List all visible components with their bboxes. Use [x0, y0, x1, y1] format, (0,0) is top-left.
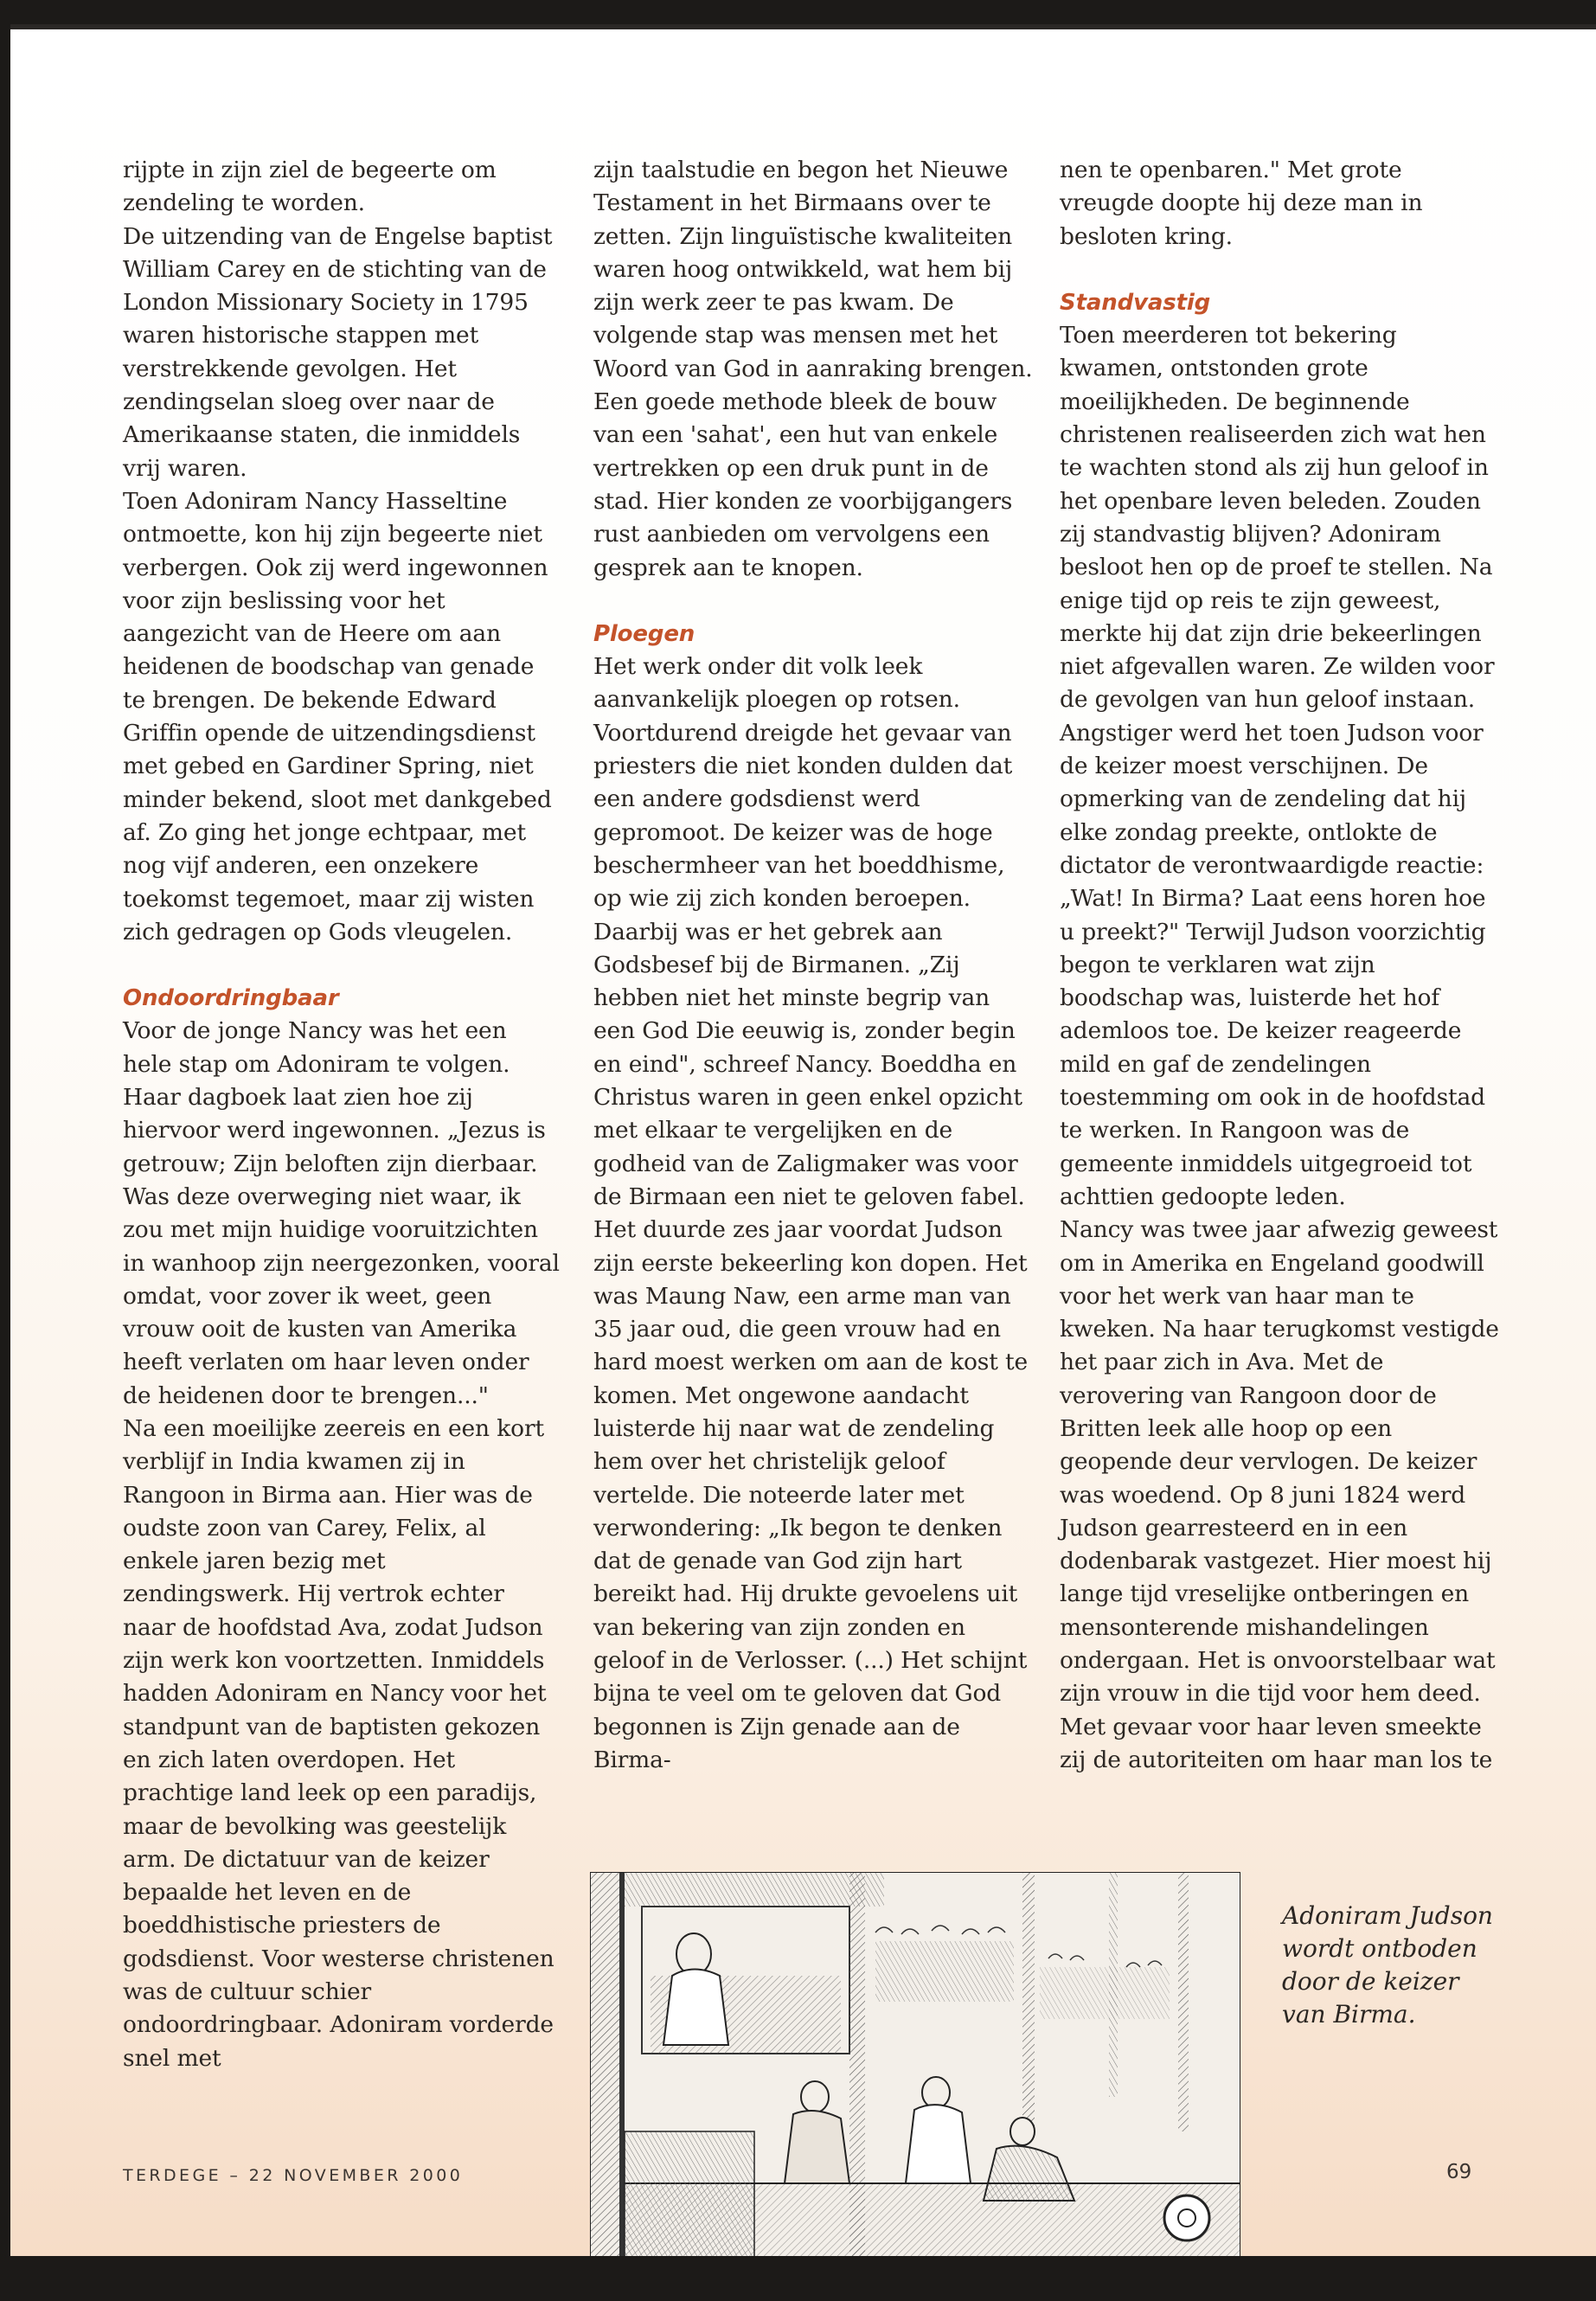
paragraph: Nancy was twee jaar afwezig geweest om in Amerika en Engeland goodwill voor het werk van haar man te kweken. Na haar terugkomst vestigde het paar zich in Ava. Met de verovering van Rangoon door de Britten leek alle hoop op een geopende deur vervlogen. De keizer was woedend. Op 8 juni 1824 werd Judson gearresteerd en in een dodenbarak vastgezet. Hier moest hij lange tijd vreselijke ontberingen en mensonterende mishandelingen ondergaan. Het is onvoorstelbaar wat zijn vrouw in die tijd voor hem deed. Met gevaar voor haar leven smeekte zij de autoriteiten om haar man los te	[1060, 1216, 1499, 1773]
illustration-caption: Adoniram Judson wordt ontboden door de keizer van Birma.	[1282, 1901, 1493, 2029]
paragraph: Voor de jonge Nancy was het een hele stap om Adoniram te volgen. Haar dagboek laat zien hoe zij hiervoor werd ingewonnen. „Jezus is getrouw; Zijn beloften zijn dierbaar. Was deze overweging niet waar, ik zou met mijn huidige vooruitzichten in wanhoop zijn neergezonken, vooral omdat, voor zover ik weet, geen vrouw ooit de kusten van Amerika heeft verlaten om haar leven onder de heidenen door te brengen..."	[123, 1017, 560, 1409]
footer-publication: TERDEGE – 22 NOVEMBER 2000	[123, 2166, 464, 2185]
section-heading: Ondoordringbaar	[123, 985, 339, 1012]
column-2	[593, 154, 1035, 1777]
paragraph: Angstiger werd het toen Judson voor de keizer moest verschijnen. De opmerking van de zendeling dat hij elke zondag preekte, ontlokte de dictator de verontwaardigde reactie: „Wat! In Birma? Laat eens horen hoe u preekt?" Terwijl Judson voorzichtig begon te verklaren wat zijn boodschap was, luisterde het hof ademloos toe. De keizer reageerde mild en gaf de zendelingen toestemming om ook in de hoofdstad te werken. In Rangoon was de gemeente inmiddels uitgegroeid tot achttien gedoopte leden.	[1060, 719, 1486, 1210]
paragraph: Toen meerderen tot bekering kwamen, ontstonden grote moeilijkheden. De beginnende christenen realiseerden zich wat hen te wachten stond als zij hun geloof in het openbare leven beleden. Zouden zij standvastig blijven? Adoniram besloot hen op de proef te stellen. Na enige tijd op reis te zijn geweest, merkte hij dat zijn drie bekeerlingen niet afgevallen waren. Ze wilden voor de gevolgen van hun geloof instaan.	[1060, 322, 1495, 714]
top-border	[10, 24, 1596, 29]
section-heading: Ploegen	[593, 620, 695, 647]
paragraph: rijpte in zijn ziel de begeerte om zendeling te worden.	[123, 157, 497, 217]
paragraph: zijn taalstudie en begon het Nieuwe Testament in het Birmaans over te zetten. Zijn linguïstische kwaliteiten waren hoog ontwikkeld, wat hem bij zijn werk zeer te pas kwam. De volgende stap was mensen met het Woord van God in aanraking brengen. Een goede methode bleek de bouw van een 'sahat', een hut van enkele vertrekken op een druk punt in de stad. Hier konden ze voorbijgangers rust aanbieden om vervolgens een gesprek aan te knopen.	[593, 157, 1033, 581]
paragraph: De uitzending van de Engelse baptist William Carey en de stichting van de London Missionary Society in 1795 waren historische stappen met verstrekkende gevolgen. Het zendingselan sloeg over naar de Amerikaanse staten, die inmiddels vrij waren.	[123, 222, 553, 482]
paragraph: Toen Adoniram Nancy Hasseltine ontmoette, kon hij zijn begeerte niet verbergen. Ook zij werd ingewonnen voor zijn beslissing voor het aangezicht van de Heere om aan heidenen de boodschap van genade te brengen. De bekende Edward Griffin opende de uitzendingsdienst met gebed en Gardiner Spring, niet minder bekend, sloot met dankgebed af. Zo ging het jonge echtpaar, met nog vijf anderen, een onzekere toekomst tegemoet, maar zij wisten zich gedragen op Gods vleugelen.	[123, 487, 552, 945]
paragraph: Na een moeilijke zeereis en een kort verblijf in India kwamen zij in Rangoon in Birma aan. Hier was de oudste zoon van Carey, Felix, al enkele jaren bezig met zendingswerk. Hij vertrok echter naar de hoofdstad Ava, zodat Judson zijn werk kon voortzetten. Inmiddels hadden Adoniram en Nancy voor het standpunt van de baptisten gekozen en zich laten overdopen. Het prachtige land leek op een paradijs, maar de bevolking was geestelijk arm. De dictatuur van de keizer bepaalde het leven en de boeddhistische priesters de godsdienst. Voor westerse christenen was de cultuur schier ondoordringbaar. Adoniram vorderde snel met	[123, 1414, 554, 2072]
engraving-illustration	[590, 1872, 1240, 2272]
column-3	[1060, 154, 1501, 1777]
section-heading: Standvastig	[1060, 289, 1211, 316]
magazine-page	[10, 24, 1596, 2272]
page-number: 69	[1446, 2161, 1472, 2183]
paragraph: nen te openbaren." Met grote vreugde doopte hij deze man in besloten kring.	[1060, 157, 1423, 250]
scan-border	[0, 2256, 1596, 2301]
paragraph: Het werk onder dit volk leek aanvankelijk ploegen op rotsen. Voortdurend dreigde het gevaar van priesters die niet konden dulden dat een andere godsdienst werd gepromoot. De keizer was de hoge beschermheer van het boeddhisme, op wie zij zich konden beroepen. Daarbij was er het gebrek aan Godsbesef bij de Birmanen. „Zij hebben niet het minste begrip van een God Die eeuwig is, zonder begin en eind", schreef Nancy. Boeddha en Christus waren in geen enkel opzicht met elkaar te vergelijken en de godheid van de Zaligmaker was voor de Birmaan een niet te geloven fabel.	[593, 653, 1025, 1210]
paragraph: Het duurde zes jaar voordat Judson zijn eerste bekeerling kon dopen. Het was Maung Naw, een arme man van 35 jaar oud, die geen vrouw had en hard moest werken om aan de kost te komen. Met ongewone aandacht luisterde hij naar wat de zendeling hem over het christelijk geloof vertelde. Die noteerde later met verwondering: „Ik begon te denken dat de genade van God zijn hart bereikt had. Hij drukte gevoelens uit van bekering van zijn zonden en geloof in de Verlosser. (...) Het schijnt bijna te veel om te geloven dat God begonnen is Zijn genade aan de Birma-	[593, 1216, 1029, 1773]
column-1	[123, 154, 560, 2075]
